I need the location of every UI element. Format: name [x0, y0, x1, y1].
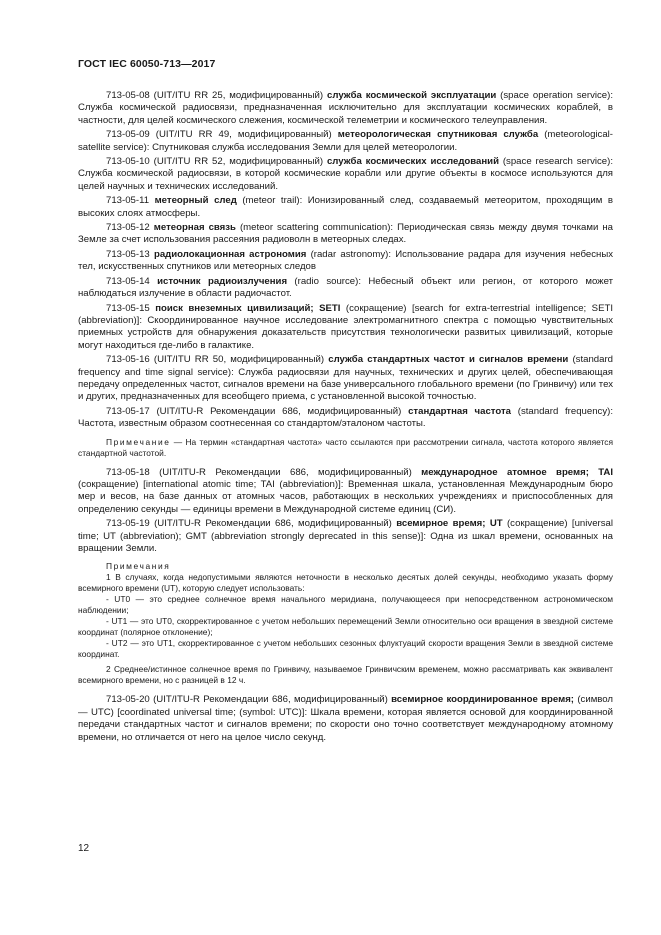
entry-term: метеорная связь — [153, 222, 236, 234]
entry-ref: 713-05-09 (UIT/ITU RR 49, модифицированный) — [106, 129, 338, 141]
entry-ref: 713-05-20 (UIT/ITU-R Рекомендации 686, модифицированный) — [106, 694, 392, 706]
term-entry — [78, 467, 613, 517]
entry-term: источник радиоизлучения — [157, 275, 288, 287]
entry-ref: 713-05-13 — [106, 248, 154, 260]
entry-ref: 713-05-10 (UIT/ITU RR 52, модифицированный) — [106, 156, 327, 168]
term-entry — [78, 129, 613, 154]
term-entry — [78, 222, 613, 247]
note-text: — На термин «стандартная частота» часто ссылаются при рассмотрении сигнала, частота которого является стандартной частотой. — [78, 436, 613, 458]
entry-ref: 713-05-19 (UIT/ITU-R Рекомендации 686, модифицированный) — [106, 518, 397, 530]
note-line: - UT0 — это среднее солнечное время начального меридиана, получающееся при непосредственном астрономическом наблюдении; — [78, 594, 613, 616]
note-line: 1 В случаях, когда недопустимыми являются неточности в несколько десятых долей секунды, необходимо указать форму всемирного времени (UT), которую следует использовать: — [78, 572, 613, 594]
notes-block — [78, 561, 613, 686]
note-single — [78, 437, 613, 459]
entry-term: служба стандартных частот и сигналов времени — [328, 354, 569, 366]
entry-term: стандартная частота — [408, 405, 512, 417]
note-line: 2 Среднее/истинное солнечное время по Гринвичу, называемое Гринвичским временем, можно рассматривать как эквивалент всемирного времени, но с разницей в 12 ч. — [78, 664, 613, 686]
note-label: Примечание — [106, 436, 171, 447]
term-entry — [78, 195, 613, 220]
entry-definition: (сокращение) [search for extra-terrestrial intelligence; SETI (abbreviation)]: Скоординированное научное исследование электромагнитного спектра с помощью чувствительных приемных устройств для обнаружения доказательств присутствия технологически развитых цивилизаций, которые могут находиться где-либо в галактике. — [78, 302, 614, 351]
term-entry — [78, 694, 613, 744]
notes-label: Примечания — [106, 561, 171, 572]
entry-ref: 713-05-17 (UIT/ITU-R Рекомендации 686, модифицированный) — [106, 405, 409, 417]
note-line: - UT2 — это UT1, скорректированное с учетом небольших сезонных флуктуаций скорости вращения Земли в звездной системе координат. — [78, 638, 613, 660]
entry-term: служба космической эксплуатации — [327, 90, 497, 101]
entry-term: служба космических исследований — [326, 156, 499, 168]
entry-ref: 713-05-12 — [106, 222, 154, 234]
entry-term: радиолокационная астрономия — [153, 248, 307, 260]
entry-ref: 713-05-18 (UIT/ITU-R Рекомендации 686, модифицированный) — [106, 466, 422, 478]
entry-ref: 713-05-16 (UIT/ITU RR 50, модифицированный) — [106, 354, 329, 366]
entry-definition: (meteor scattering communication): Периодическая связь между двумя точками на Земле за счет использования рассеяния радиоволн в метеорных следах. — [78, 222, 613, 246]
entry-term: международное атомное время; TAI — [421, 466, 613, 478]
entry-term: всемирное время; UT — [396, 518, 503, 530]
document-header: ГОСТ IEC 60050-713—2017 — [78, 58, 216, 70]
entry-ref: 713-05-14 — [106, 275, 158, 287]
entry-term: метеорологическая спутниковая служба — [337, 129, 539, 141]
term-entry — [78, 276, 613, 301]
document-body — [78, 90, 613, 746]
entry-definition: (standard frequency and time signal service): Служба радиосвязи для научных, технических и других целей, обеспечивающая передачу определенных частот, сигналов времени на базе универсального глобального времени (по Гринвичу) или тех и других, предназначенных для всеобщего приема, с установленной высокой точностью. — [78, 354, 613, 403]
page-number: 12 — [78, 843, 90, 854]
entry-ref: 713-05-15 — [106, 302, 156, 314]
term-entry — [78, 249, 613, 274]
term-entry — [78, 354, 613, 404]
entry-definition: (символ — UTC) [coordinated universal time; (symbol: UTC)]: Шкала времени, которая является основой для координированной передачи стандартных частот и сигналов времени; по скорости оно точно соответствует международному атомному времени, но отличается от него на целое число секунд. — [78, 694, 614, 743]
entry-ref: 713-05-11 — [106, 195, 155, 207]
entry-definition: (сокращение) [international atomic time; TAI (abbreviation)]: Временная шкала, установленная Международным бюро мер и весов, на базе данных от атомных часов, работающих в нескольких учреждениях и приспособленных для определению секунды — единицы времени в Международной системе единиц (СИ). — [78, 478, 613, 515]
entry-definition: (сокращение) [universal time; UT (abbreviation); GMT (abbreviation strongly deprecated in this sense)]: Одна из шкал времени, основанных на вращении Земли. — [78, 518, 613, 554]
entry-term: всемирное координированное время; — [391, 694, 575, 706]
term-entry — [78, 156, 613, 193]
entry-term: метеорный след — [154, 195, 237, 207]
entry-definition: (meteorological-satellite service): Спутниковая служба исследования Земли для целей метеорологии. — [78, 129, 614, 153]
entry-ref: 713-05-08 (UIT/ITU RR 25, модифицированный) — [106, 90, 328, 101]
entry-definition: (space research service): Служба космической радиосвязи, в которой космические корабли или другие объекты в космосе используются для целей научных и технических исследований. — [78, 156, 613, 192]
term-entry — [78, 518, 613, 555]
entry-definition: (radar astronomy): Использование радара для изучения небесных тел, искусственных спутников или метеорных следов — [78, 248, 614, 273]
entry-definition: (radio source): Небесный объект или регион, от которого может наблюдаться излучение в области радиочастот. — [78, 275, 613, 300]
entry-term: поиск внеземных цивилизаций; SETI — [155, 302, 341, 314]
term-entry — [78, 90, 613, 127]
entry-definition: (standard frequency): Частота, известным образом соотнесенная со стандартом/эталоном частоты. — [78, 405, 613, 430]
entry-definition: (space operation service): Служба космической радиосвязи, предназначенная исключительно для эксплуатации космических кораблей, в частности, для целей космического слежения, космической телеметрии и космического телеуправления. — [78, 90, 614, 126]
entry-definition: (meteor trail): Ионизированный след, создаваемый метеоритом, проходящим в высоких слоях атмосферы. — [78, 195, 613, 219]
note-line: - UT1 — это UT0, скорректированное с учетом небольших перемещений Земли относительно оси вращения в звездной системе координат (полярное отклонение); — [78, 616, 613, 638]
term-entry — [78, 406, 613, 431]
term-entry — [78, 303, 613, 353]
